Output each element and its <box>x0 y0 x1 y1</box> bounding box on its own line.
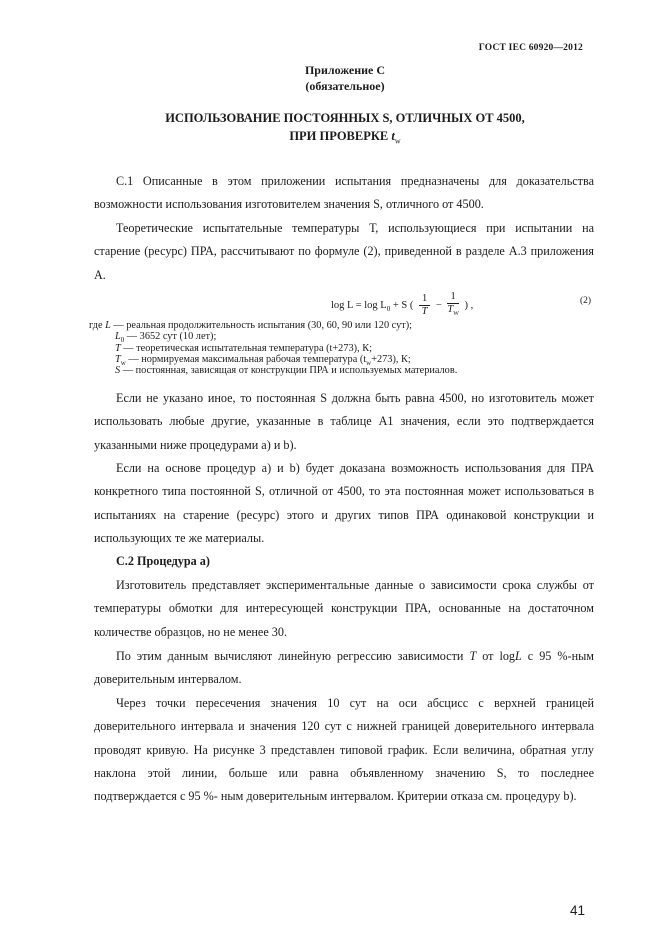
fraction-1-over-t: $\frac{1}{T}$ <box>419 293 430 318</box>
heading-var: t <box>391 129 395 143</box>
definition-tw: $T_w$ — нормируемая максимальная рабочая температура $(t_w+273)$, К; <box>115 354 411 368</box>
formula-lhs-sub: 0 <box>386 305 391 314</box>
fraction-1-over-tw: $\frac{1}{T_W}$ <box>447 291 459 318</box>
appendix-heading-line1: ИСПОЛЬЗОВАНИЕ ПОСТОЯННЫХ S, ОТЛИЧНЫХ ОТ 4500, <box>165 111 525 125</box>
paragraph-c1: С.1 Описанные в этом приложении испытания предназначены для доказательства возможности использования изготовителем значения S, отличного от 4500. <box>94 174 594 212</box>
formula-minus: − <box>435 299 442 311</box>
formula-lhs: log L = log L <box>331 299 387 311</box>
definition-t: T — теоретическая испытательная температура (t+273), К; <box>115 343 372 354</box>
definition-l: где L — реальная продолжительность испытания (30, 60, 90 или 120 сут); <box>89 320 413 331</box>
formula-2 <box>331 291 473 321</box>
heading-sub: w <box>394 136 401 146</box>
equation-number: (2) <box>580 296 592 306</box>
paragraph-default-s: Если не указано иное, то постоянная S должна быть равна 4500, но изготовитель может использовать любые другие, указанные в таблице А1 значения, если это подтверждается указанными ниже процедурами а) и b). <box>94 391 594 452</box>
paragraph-experimental-data: Изготовитель представляет экспериментальные данные о зависимости срока службы от температуры обмотки для интересующей конструкции ПРА, основанные на достаточном количестве образцов, но не менее 30. <box>94 578 594 639</box>
appendix-status: (обязательное) <box>305 79 385 93</box>
appendix-heading-line2 <box>60 129 630 146</box>
paragraph-curve: Через точки пересечения значения 10 сут на оси абсцисс с верхней границей доверительного интервала и значения 120 сут с нижней границей доверительного интервала проводят кривую. На рисунке 3 представлен типовой график. Если величина, обратная углу наклона этой линии, больше или равна объявленному значению S, то последнее подтверждается с 95 %- ным доверительным интервалом. Критерии отказа см. процедуру b). <box>94 696 594 804</box>
formula-plus-s: + S ( <box>392 299 414 311</box>
paragraph-formula-intro: Теоретические испытательные температуры Т, использующиеся при испытании на старение (ресурс) ПРА, рассчитывают по формуле (2), приведенной в разделе А.3 приложения А. <box>94 221 594 282</box>
formula-close: ) , <box>464 299 474 311</box>
standard-designation: ГОСТ IEC 60920—2012 <box>478 43 583 53</box>
subsection-title: С.2 Процедура а) <box>116 554 210 568</box>
definition-s: S — постоянная, зависящая от конструкции ПРА и используемых материалов. <box>115 365 458 376</box>
paragraph-use-other-s: Если на основе процедур а) и b) будет доказана возможность использования для ПРА конкретного типа постоянной S, отличной от 4500, то эта постоянная может использоваться в испытаниях на старение (ресурс) этого и других типов ПРА одинаковой конструкции и использующих те же материалы. <box>94 461 594 545</box>
appendix-title: Приложение С <box>304 63 386 77</box>
page-number: 41 <box>569 903 585 918</box>
definition-l0: $L_0$ — 3652 сут (10 лет); <box>115 331 217 345</box>
paragraph-regression: По этим данным вычисляют линейную регрессию зависимости T от logL с 95 %-ным доверительным интервалом. <box>94 649 594 687</box>
heading-text: ПРИ ПРОВЕРКЕ <box>289 129 392 143</box>
